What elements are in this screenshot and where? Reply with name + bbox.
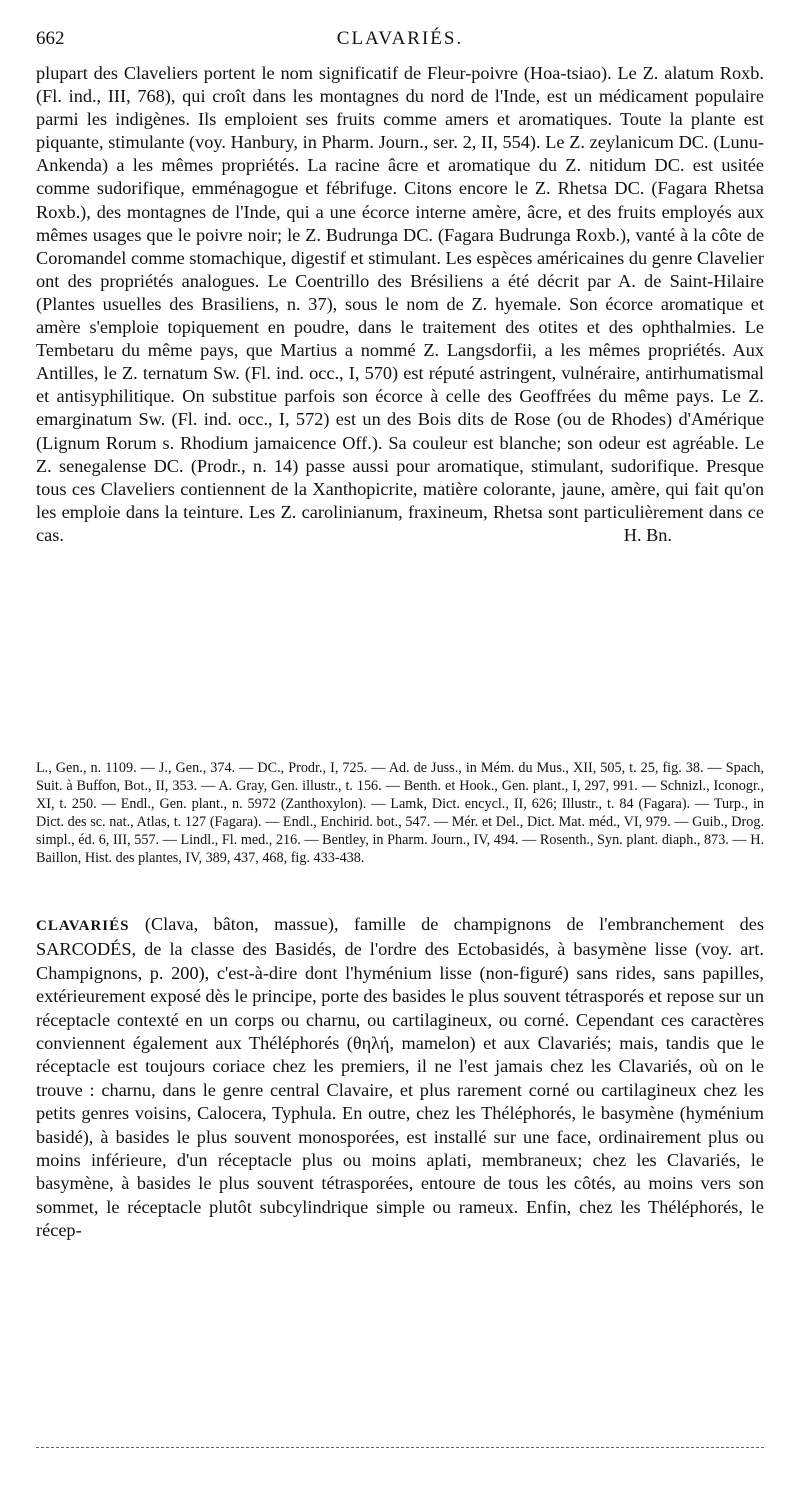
- running-title: CLAVARIÉS.: [336, 28, 464, 49]
- article-block: [36, 913, 764, 1243]
- references-text: L., Gen., n. 1109. — J., Gen., 374. — DC., Prodr., I, 725. — Ad. de Juss., in Mém. du Mus., XII, 505, t. 25, fig. 38. — Spach, Suit. à Buffon, Bot., II, 353. — A. Gray, Gen. illustr., t. 156. — Benth. et Hook., Gen. plant., I, 297, 991. — Schnizl., Iconogr., XI, t. 250. — Endl., Gen. plant., n. 5972 (Zanthoxylon). — Lamk, Dict. encycl., II, 626; Illustr., t. 84 (Fagara). — Turp., in Dict. des sc. nat., Atlas, t. 127 (Fagara). — Endl., Enchirid. bot., 547. — Mér. et Del., Dict. Mat. méd., VI, 979. — Guib., Drog. simpl., éd. 6, III, 557. — Lindl., Fl. med., 216. — Bentley, in Pharm. Journ., IV, 494. — Rosenth., Syn. plant. diaph., 873. — H. Baillon, Hist. des plantes, IV, 389, 437, 468, fig. 433-438.: [36, 760, 764, 866]
- article-heading: CLAVARIÉS: [36, 918, 130, 934]
- main-paragraph-block: [36, 62, 764, 547]
- author-signature: H. Bn.: [623, 524, 672, 545]
- bottom-rule: [36, 1447, 764, 1448]
- page-number: 662: [36, 28, 65, 49]
- main-paragraph: plupart des Claveliers portent le nom significatif de Fleur-poivre (Hoa-tsiao). Le Z. alatum Roxb. (Fl. ind., III, 768), qui croît dans les montagnes du nord de l'Inde, est un médicament populaire parmi les indigènes. Ils emploient ses fruits comme amers et aromatiques. Toute la plante est piquante, stimulante (voy. Hanbury, in Pharm. Journ., ser. 2, II, 554). Le Z. zeylanicum DC. (Lunu-Ankenda) a les mêmes propriétés. La racine âcre et aromatique du Z. nitidum DC. est usitée comme sudorifique, emménagogue et fébrifuge. Citons encore le Z. Rhetsa DC. (Fagara Rhetsa Roxb.), des montagnes de l'Inde, qui a une écorce interne amère, âcre, et des fruits employés aux mêmes usages que le poivre noir; le Z. Budrunga DC. (Fagara Budrunga Roxb.), vanté à la côte de Coromandel comme stomachique, digestif et stimulant. Les espèces américaines du genre Clavelier ont des propriétés analogues. Le Coentrillo des Brésiliens a été décrit par A. de Saint-Hilaire (Plantes usuelles des Brasiliens, n. 37), sous le nom de Z. hyemale. Son écorce aromatique et amère s'emploie topiquement en poudre, dans le traitement des otites et des ophthalmies. Le Tembetaru du même pays, que Martius a nommé Z. Langsdorfii, a les mêmes propriétés. Aux Antilles, le Z. ternatum Sw. (Fl. ind. occ., I, 570) est réputé astringent, vulnéraire, antirhumatismal et antisyphilitique. On substitue parfois son écorce à celle des Geoffrées du même pays. Le Z. emarginatum Sw. (Fl. ind. occ., I, 572) est un des Bois dits de Rose (ou de Rhodes) d'Amérique (Lignum Rorum s. Rhodium jamaicence Off.). Sa couleur est blanche; son odeur est agréable. Le Z. senegalense DC. (Prodr., n. 14) passe aussi pour aromatique, stimulant, sudorifique. Presque tous ces Claveliers contiennent de la Xanthopicrite, matière colorante, jaune, amère, qui fait qu'on les emploie dans la teinture. Les Z. carolinianum, fraxineum, Rhetsa sont particulièrement dans ce cas.: [36, 63, 764, 545]
- page-header: [36, 28, 764, 56]
- references-block: [36, 760, 764, 867]
- article-text: (Clava, bâton, massue), famille de champignons de l'embranchement des SARCODÉS, de la classe des Basidés, de l'ordre des Ectobasidés, à basymène lisse (voy. art. Champignons, p. 200), c'est-à-dire dont l'hyménium lisse (non-figuré) sans rides, sans papilles, extérieurement exposé dès le principe, porte des basides le plus souvent tétrasporés et repose sur un réceptacle contexté en un corps ou charnu, ou cartilagineux, ou corné. Cependant ces caractères conviennent également aux Théléphorés (θηλή, mamelon) et aux Clavariés; mais, tandis que le réceptacle est toujours coriace chez les premiers, il ne l'est jamais chez les Clavariés, où on le trouve : charnu, dans le genre central Clavaire, et plus rarement corné ou cartilagineux chez les petits genres voisins, Calocera, Typhula. En outre, chez les Théléphorés, le basymène (hyménium basidé), à basides le plus souvent monosporées, est installé sur une face, ordinairement plus ou moins inférieure, d'un réceptacle plus ou moins aplati, membraneux; chez les Clavariés, le basymène, à basides le plus souvent tétrasporées, entoure de tous les côtés, au moins vers son sommet, le réceptacle plutôt subcylindrique simple ou rameux. Enfin, chez les Théléphorés, le récep-: [36, 914, 764, 1241]
